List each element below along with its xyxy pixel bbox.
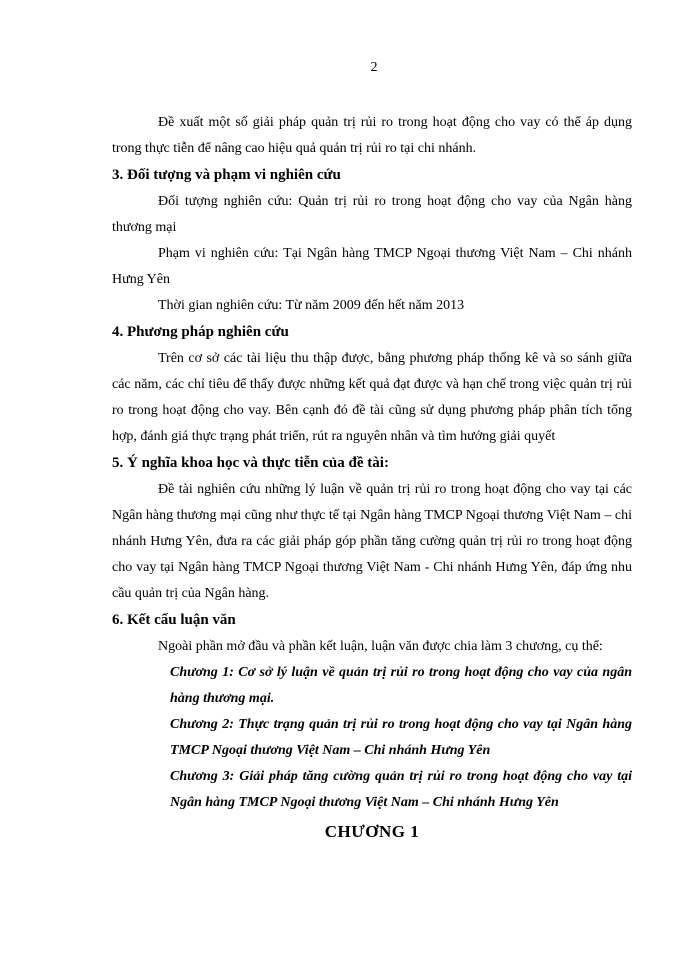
method-paragraph: Trên cơ sở các tài liệu thu thập được, bằng phương pháp thống kê và so sánh giữa các năm, các chỉ tiêu để thấy được những kết quả đạt được và hạn chế trong việc quản trị rủi ro trong hoạt động cho vay. Bên cạnh đó đề tài cũng sử dụng phương pháp phân tích tổng hợp, đánh giá thực trạng phát triển, rút ra nguyên nhân và tìm hướng giải quyết	[112, 351, 632, 444]
chapter-1-item: Chương 1: Cơ sở lý luận về quản trị rủi ro trong hoạt động cho vay của ngân hàng thương mại.	[170, 665, 632, 706]
section-heading-3: 3. Đối tượng và phạm vi nghiên cứu	[112, 167, 341, 183]
significance-paragraph: Đề tài nghiên cứu những lý luận về quản trị rủi ro trong hoạt động cho vay tại các Ngân hàng thương mại cũng như thực tế tại Ngân hàng TMCP Ngoại thương Việt Nam – chi nhánh Hưng Yên, đưa ra các giải pháp góp phần tăng cường quản trị rủi ro trong hoạt động cho vay tại Ngân hàng TMCP Ngoại thương Việt Nam - Chi nhánh Hưng Yên, đáp ứng nhu cầu quản trị của Ngân hàng.	[112, 482, 632, 601]
intro-paragraph: Đề xuất một số giải pháp quản trị rủi ro trong hoạt động cho vay có thể áp dụng trong thực tiễn để nâng cao hiệu quả quản trị rủi ro tại chi nhánh.	[112, 115, 632, 156]
page-number: 2	[370, 60, 378, 75]
research-time-paragraph: Thời gian nghiên cứu: Từ năm 2009 đến hết năm 2013	[158, 298, 465, 313]
section-heading-4: 4. Phương pháp nghiên cứu	[112, 324, 289, 340]
research-scope-paragraph: Phạm vi nghiên cứu: Tại Ngân hàng TMCP Ngoại thương Việt Nam – Chi nhánh Hưng Yên	[112, 246, 632, 287]
chapter-2-item: Chương 2: Thực trạng quản trị rủi ro trong hoạt động cho vay tại Ngân hàng TMCP Ngoại thương Việt Nam – Chi nhánh Hưng Yên	[170, 717, 632, 758]
chapter-3-item: Chương 3: Giải pháp tăng cường quản trị rủi ro trong hoạt động cho vay tại Ngân hàng TMCP Ngoại thương Việt Nam – Chi nhánh Hưng Yên	[170, 769, 632, 810]
research-object-paragraph: Đối tượng nghiên cứu: Quản trị rủi ro trong hoạt động cho vay của Ngân hàng thương mại	[112, 194, 632, 235]
chapter-title: CHƯƠNG 1	[324, 822, 420, 841]
section-heading-5: 5. Ý nghĩa khoa học và thực tiễn của đề tài:	[112, 455, 389, 471]
section-heading-6: 6. Kết cấu luận văn	[112, 612, 236, 628]
structure-paragraph: Ngoài phần mở đầu và phần kết luận, luận văn được chia làm 3 chương, cụ thể:	[158, 639, 603, 654]
document-body	[112, 110, 632, 842]
